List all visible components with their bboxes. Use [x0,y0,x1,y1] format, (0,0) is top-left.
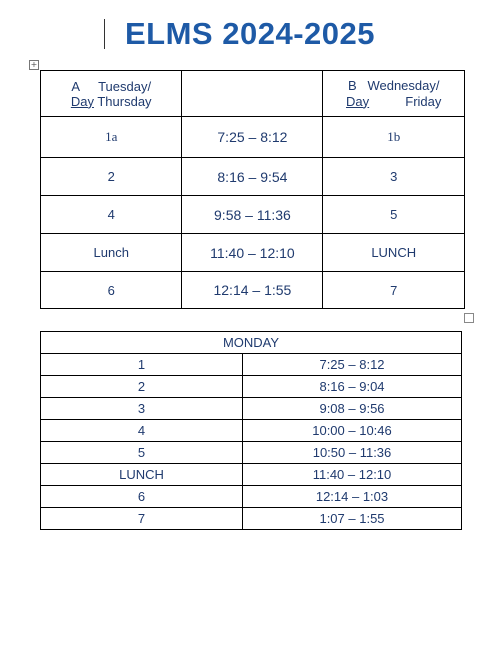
b-day-second: Friday [405,93,442,109]
period-cell: 2 [41,376,243,398]
period-cell: 5 [41,442,243,464]
table-header-row [41,332,462,354]
time-cell: 12:14 – 1:55 [182,272,323,309]
b-day-label: Day [346,93,370,109]
a-period-cell: Lunch [41,234,182,272]
b-period-cell: 1b [323,117,465,158]
a-period-cell: 2 [41,158,182,196]
document-title: ELMS 2024-2025 [125,16,375,51]
time-cell: 10:00 – 10:46 [243,420,462,442]
b-day-header [323,71,465,117]
period-cell: 1 [41,354,243,376]
period-cell: 7 [41,508,243,530]
table-row [41,354,462,376]
monday-schedule-table [40,331,462,530]
time-cell: 9:08 – 9:56 [243,398,462,420]
monday-header: MONDAY [41,332,462,354]
table-row [41,486,462,508]
b-day-letter: B [347,77,357,93]
text-cursor [104,19,105,49]
table-row [41,376,462,398]
a-period-cell: 4 [41,196,182,234]
table-row [41,117,465,158]
time-cell: 8:16 – 9:04 [243,376,462,398]
a-day-second: Thursday [97,93,152,109]
table-row [41,398,462,420]
b-period-cell: 7 [323,272,465,309]
period-cell: LUNCH [41,464,243,486]
time-cell: 7:25 – 8:12 [243,354,462,376]
ab-day-schedule-table [40,70,465,309]
a-day-days: Tuesday/ [98,78,152,94]
table-row [41,420,462,442]
table-row [41,464,462,486]
table-header-row [41,71,465,117]
table-row [41,234,465,272]
table-row [41,272,465,309]
time-cell: 11:40 – 12:10 [243,464,462,486]
a-day-letter: A [71,78,81,94]
table-row [41,158,465,196]
table-move-handle-icon[interactable]: + [30,60,38,69]
time-cell: 12:14 – 1:03 [243,486,462,508]
time-cell: 11:40 – 12:10 [182,234,323,272]
table-row [41,196,465,234]
a-period-cell: 6 [41,272,182,309]
b-period-cell: 5 [323,196,465,234]
a-day-header [41,71,182,117]
table-row [41,508,462,530]
table-row [41,442,462,464]
period-cell: 6 [41,486,243,508]
b-period-cell: LUNCH [323,234,465,272]
time-header [182,71,323,117]
time-cell: 8:16 – 9:54 [182,158,323,196]
time-cell: 1:07 – 1:55 [243,508,462,530]
b-period-cell: 3 [323,158,465,196]
time-cell: 7:25 – 8:12 [182,117,323,158]
table-resize-handle[interactable] [464,313,474,323]
time-cell: 10:50 – 11:36 [243,442,462,464]
period-cell: 3 [41,398,243,420]
a-period-cell: 1a [41,117,182,158]
b-day-days: Wednesday/ [367,77,440,93]
time-cell: 9:58 – 11:36 [182,196,323,234]
period-cell: 4 [41,420,243,442]
a-day-label: Day [70,93,94,109]
